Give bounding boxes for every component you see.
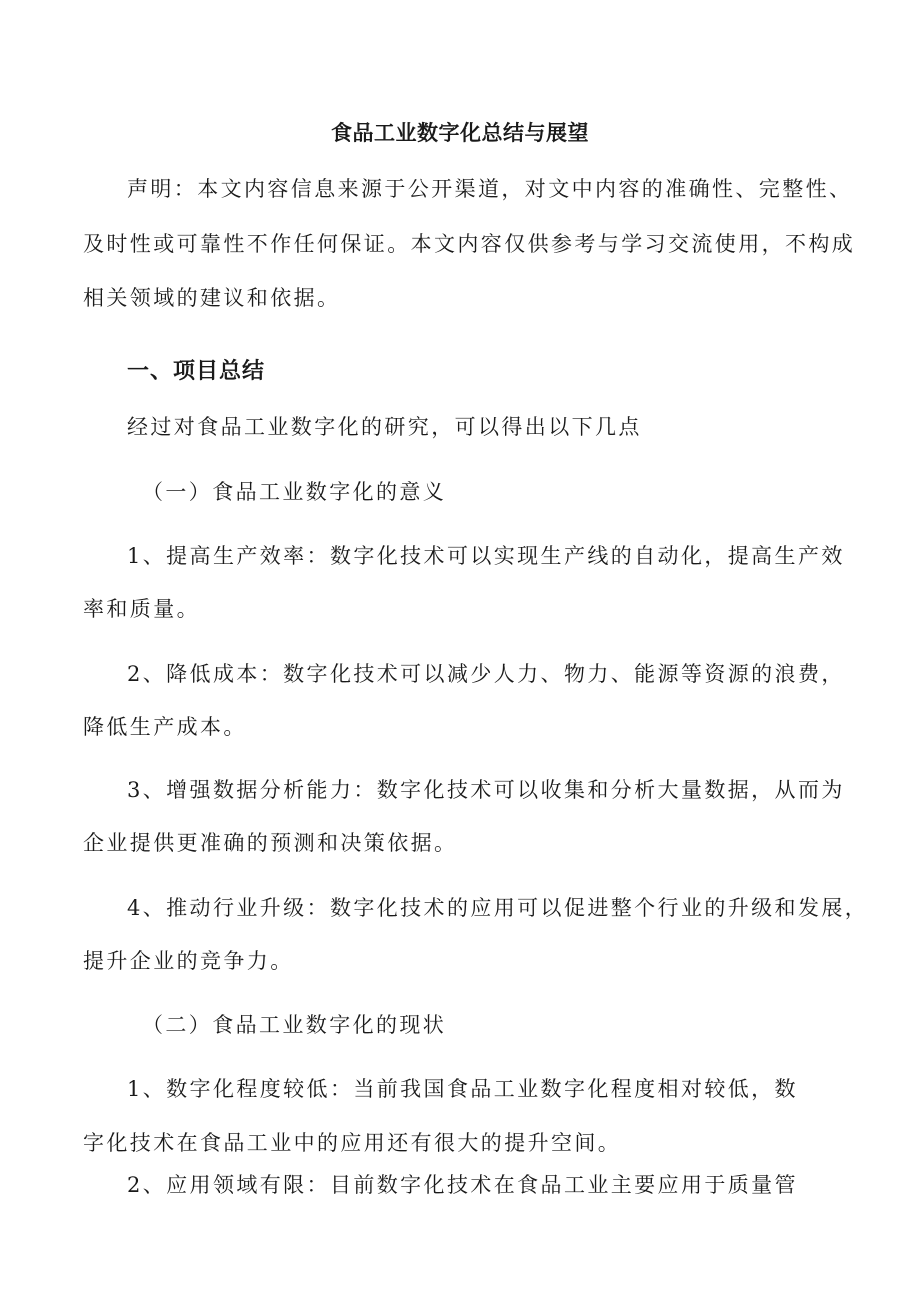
list-item-line: 2、降低成本：数字化技术可以减少人力、物力、能源等资源的浪费， — [127, 662, 845, 686]
list-item-line: 4、推动行业升级：数字化技术的应用可以促进整个行业的升级和发展， — [127, 896, 869, 920]
document-title: 食品工业数字化总结与展望 — [331, 121, 589, 145]
disclaimer-line-1: 声明：本文内容信息来源于公开渠道，对文中内容的准确性、完整性、 — [127, 177, 853, 201]
disclaimer-line-3: 相关领域的建议和依据。 — [83, 286, 341, 310]
list-item-line: 1、数字化程度较低：当前我国食品工业数字化程度相对较低，数 — [127, 1077, 798, 1101]
subsection-heading-status: （二）食品工业数字化的现状 — [142, 1013, 447, 1037]
list-item-line: 1、提高生产效率：数字化技术可以实现生产线的自动化，提高生产效 — [127, 544, 845, 568]
list-item-line: 率和质量。 — [83, 597, 200, 621]
list-item-line: 3、增强数据分析能力：数字化技术可以收集和分析大量数据，从而为 — [127, 778, 845, 802]
disclaimer-line-2: 及时性或可靠性不作任何保证。本文内容仅供参考与学习交流使用，不构成 — [83, 232, 856, 256]
section-heading-project-summary: 一、项目总结 — [127, 359, 266, 384]
subsection-heading-significance: （一）食品工业数字化的意义 — [142, 480, 447, 504]
section-intro: 经过对食品工业数字化的研究，可以得出以下几点 — [127, 415, 642, 439]
list-item-line: 字化技术在食品工业中的应用还有很大的提升空间。 — [83, 1131, 622, 1155]
list-item-line: 2、应用领域有限：目前数字化技术在食品工业主要应用于质量管 — [127, 1173, 798, 1197]
list-item-line: 降低生产成本。 — [83, 715, 247, 739]
list-item-line: 提升企业的竞争力。 — [83, 949, 294, 973]
list-item-line: 企业提供更准确的预测和决策依据。 — [83, 831, 458, 855]
